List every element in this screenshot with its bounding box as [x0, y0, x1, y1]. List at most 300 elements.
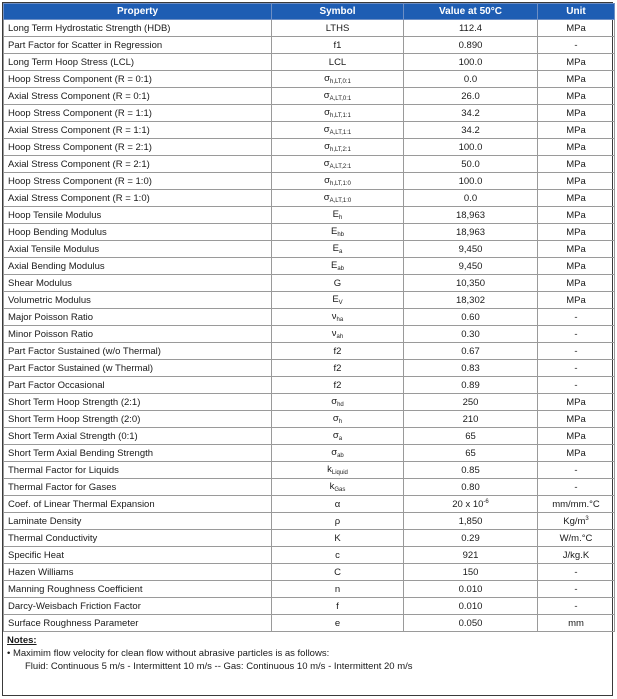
value-text: 100.0: [458, 141, 483, 153]
symbol-text: σ: [324, 175, 330, 186]
symbol-cell: [272, 20, 404, 37]
unit-cell: [538, 581, 615, 598]
property-cell: Axial Stress Component (R = 1:0): [4, 190, 272, 207]
symbol-cell: [272, 445, 404, 462]
unit-text: MPa: [566, 124, 586, 136]
value-cell: [404, 37, 538, 54]
symbol-text: E: [332, 294, 339, 305]
unit-text: MPa: [566, 90, 586, 102]
symbol-cell: [272, 581, 404, 598]
value-text: 26.0: [461, 90, 480, 102]
symbol-text: f: [336, 600, 339, 612]
value-cell: [404, 564, 538, 581]
value-cell: [404, 360, 538, 377]
property-cell: Part Factor Occasional: [4, 377, 272, 394]
unit-text: J/kg.K: [562, 549, 590, 561]
property-cell: Long Term Hoop Stress (LCL): [4, 54, 272, 71]
property-cell: Hoop Bending Modulus: [4, 224, 272, 241]
header-property: Property: [4, 4, 272, 20]
value-cell: [404, 530, 538, 547]
unit-cell: [538, 564, 615, 581]
table-row: [4, 360, 615, 377]
symbol-text: e: [334, 617, 341, 629]
table-row: [4, 190, 615, 207]
unit-cell: [538, 258, 615, 275]
unit-cell: [538, 411, 615, 428]
symbol-subscript: ha: [336, 317, 344, 323]
value-cell: [404, 598, 538, 615]
unit-cell: [538, 445, 615, 462]
table-row: [4, 309, 615, 326]
unit-cell: [538, 37, 615, 54]
unit-text: -: [574, 583, 578, 595]
unit-text: -: [574, 464, 578, 476]
value-superscript: -6: [483, 498, 489, 505]
unit-cell: [538, 241, 615, 258]
table-row: [4, 20, 615, 37]
symbol-text: f2: [333, 379, 342, 391]
symbol-text: ν: [331, 311, 337, 322]
symbol-text: σ: [331, 447, 338, 458]
unit-text: Kg/m: [563, 515, 586, 527]
table-row: [4, 564, 615, 581]
symbol-subscript: h,LT,2:1: [329, 147, 351, 153]
value-text: 50.0: [461, 158, 480, 170]
property-cell: Shear Modulus: [4, 275, 272, 292]
table-row: [4, 241, 615, 258]
property-cell: Short Term Hoop Strength (2:1): [4, 394, 272, 411]
header-unit: Unit: [538, 4, 615, 20]
value-cell: [404, 207, 538, 224]
symbol-text: σ: [324, 141, 330, 152]
table-row: [4, 547, 615, 564]
symbol-text: ν: [331, 328, 337, 339]
symbol-text: E: [330, 260, 338, 271]
symbol-subscript: h: [338, 419, 343, 425]
unit-text: MPa: [566, 73, 586, 85]
symbol-cell: [272, 496, 404, 513]
property-cell: Short Term Hoop Strength (2:0): [4, 411, 272, 428]
value-text: 0.050: [458, 617, 483, 629]
table-row: [4, 156, 615, 173]
table-row: [4, 343, 615, 360]
property-cell: Thermal Factor for Liquids: [4, 462, 272, 479]
property-cell: Hoop Stress Component (R = 0:1): [4, 71, 272, 88]
unit-cell: [538, 190, 615, 207]
symbol-subscript: Liquid: [331, 470, 348, 476]
property-cell: Hazen Williams: [4, 564, 272, 581]
unit-text: MPa: [566, 413, 586, 425]
property-cell: Part Factor Sustained (w Thermal): [4, 360, 272, 377]
symbol-text: σ: [324, 107, 330, 118]
value-cell: [404, 479, 538, 496]
value-cell: [404, 173, 538, 190]
unit-cell: [538, 547, 615, 564]
property-cell: Darcy-Weisbach Friction Factor: [4, 598, 272, 615]
property-cell: Surface Roughness Parameter: [4, 615, 272, 632]
value-cell: [404, 462, 538, 479]
value-text: 0.0: [463, 73, 478, 85]
unit-text: MPa: [566, 192, 586, 204]
unit-text: MPa: [566, 107, 586, 119]
value-cell: [404, 224, 538, 241]
symbol-text: K: [334, 532, 341, 544]
value-text: 112.4: [458, 22, 483, 34]
unit-cell: [538, 428, 615, 445]
symbol-text: σ: [323, 192, 330, 203]
unit-cell: [538, 88, 615, 105]
symbol-text: σ: [332, 413, 339, 424]
symbol-cell: [272, 513, 404, 530]
unit-text: -: [574, 345, 578, 357]
table-row: [4, 258, 615, 275]
unit-text: -: [574, 39, 578, 51]
value-text: 0.010: [458, 583, 483, 595]
symbol-cell: [272, 428, 404, 445]
symbol-cell: [272, 479, 404, 496]
value-text: 0.85: [461, 464, 480, 476]
symbol-subscript: h,LT,1:0: [329, 181, 351, 187]
table-row: [4, 326, 615, 343]
value-text: 0.67: [461, 345, 480, 357]
unit-cell: [538, 156, 615, 173]
property-cell: Minor Poisson Ratio: [4, 326, 272, 343]
unit-text: -: [574, 362, 578, 374]
property-cell: Hoop Stress Component (R = 1:0): [4, 173, 272, 190]
symbol-cell: [272, 156, 404, 173]
symbol-cell: [272, 207, 404, 224]
value-text: 0.0: [463, 192, 478, 204]
symbol-cell: [272, 122, 404, 139]
value-text: 0.29: [461, 532, 480, 544]
unit-cell: [538, 462, 615, 479]
value-text: 921: [462, 549, 479, 561]
table-row: [4, 207, 615, 224]
unit-text: MPa: [566, 22, 586, 34]
properties-table: [3, 3, 615, 632]
symbol-text: σ: [332, 430, 339, 441]
value-cell: [404, 547, 538, 564]
symbol-cell: [272, 547, 404, 564]
symbol-text: σ: [323, 124, 330, 135]
property-cell: Major Poisson Ratio: [4, 309, 272, 326]
unit-cell: [538, 598, 615, 615]
unit-cell: [538, 394, 615, 411]
symbol-cell: [272, 394, 404, 411]
table-row: [4, 445, 615, 462]
table-row: [4, 139, 615, 156]
unit-cell: [538, 173, 615, 190]
symbol-cell: [272, 530, 404, 547]
symbol-subscript: A,LT,1:0: [329, 198, 352, 204]
symbol-cell: [272, 292, 404, 309]
value-cell: [404, 20, 538, 37]
symbol-cell: [272, 309, 404, 326]
table-header-row: [4, 4, 615, 20]
unit-text: MPa: [566, 396, 586, 408]
value-text: 0.80: [461, 481, 480, 493]
value-cell: [404, 343, 538, 360]
table-row: [4, 615, 615, 632]
symbol-cell: [272, 139, 404, 156]
header-symbol: Symbol: [272, 4, 404, 20]
symbol-text: G: [333, 277, 342, 289]
symbol-text: E: [332, 209, 339, 220]
symbol-text: σ: [323, 158, 330, 169]
value-text: 9,450: [458, 260, 483, 272]
table-row: [4, 462, 615, 479]
property-cell: Manning Roughness Coefficient: [4, 581, 272, 598]
value-cell: [404, 513, 538, 530]
symbol-cell: [272, 71, 404, 88]
unit-cell: [538, 71, 615, 88]
value-text: 250: [462, 396, 479, 408]
symbol-text: α: [334, 498, 341, 510]
table-row: [4, 71, 615, 88]
table-row: [4, 530, 615, 547]
symbol-subscript: hd: [337, 402, 344, 408]
unit-text: -: [574, 311, 578, 323]
unit-text: MPa: [566, 158, 586, 170]
value-text: 0.83: [461, 362, 480, 374]
property-cell: Axial Stress Component (R = 0:1): [4, 88, 272, 105]
table-row: [4, 428, 615, 445]
symbol-subscript: Gas: [334, 487, 346, 493]
symbol-cell: [272, 258, 404, 275]
symbol-cell: [272, 564, 404, 581]
unit-text: -: [574, 481, 578, 493]
property-table-document: [2, 2, 613, 696]
value-cell: [404, 309, 538, 326]
table-row: [4, 54, 615, 71]
value-text: 100.0: [458, 175, 483, 187]
value-text: 0.60: [461, 311, 480, 323]
value-cell: [404, 394, 538, 411]
property-cell: Coef. of Linear Thermal Expansion: [4, 496, 272, 513]
value-cell: [404, 581, 538, 598]
symbol-cell: [272, 241, 404, 258]
symbol-text: f1: [333, 39, 342, 51]
notes-detail: Fluid: Continuous 5 m/s - Intermittent 10 m/s -- Gas: Continuous 10 m/s - Intermittent 20 m/s: [25, 661, 413, 672]
table-row: [4, 394, 615, 411]
unit-text: MPa: [566, 175, 586, 187]
value-cell: [404, 258, 538, 275]
table-row: [4, 479, 615, 496]
value-cell: [404, 54, 538, 71]
symbol-cell: [272, 224, 404, 241]
value-text: 10,350: [455, 277, 486, 289]
unit-cell: [538, 615, 615, 632]
value-cell: [404, 156, 538, 173]
unit-text: MPa: [566, 56, 586, 68]
property-cell: Axial Stress Component (R = 2:1): [4, 156, 272, 173]
symbol-text: LTHS: [325, 22, 350, 34]
symbol-text: E: [330, 226, 338, 237]
symbol-text: k: [329, 481, 335, 492]
unit-cell: [538, 207, 615, 224]
unit-cell: [538, 224, 615, 241]
symbol-subscript: h,LT,1:1: [329, 113, 351, 119]
unit-text: MPa: [566, 294, 586, 306]
unit-cell: [538, 292, 615, 309]
symbol-cell: [272, 462, 404, 479]
unit-text: -: [574, 600, 578, 612]
property-cell: Long Term Hydrostatic Strength (HDB): [4, 20, 272, 37]
symbol-text: f2: [333, 345, 342, 357]
value-cell: [404, 411, 538, 428]
value-cell: [404, 139, 538, 156]
table-row: [4, 581, 615, 598]
property-cell: Hoop Stress Component (R = 1:1): [4, 105, 272, 122]
symbol-subscript: h,LT,0:1: [329, 79, 351, 85]
table-row: [4, 292, 615, 309]
unit-cell: [538, 496, 615, 513]
unit-text: MPa: [566, 141, 586, 153]
value-text: 18,963: [455, 226, 486, 238]
property-cell: Thermal Factor for Gases: [4, 479, 272, 496]
property-cell: Axial Bending Modulus: [4, 258, 272, 275]
value-text: 210: [462, 413, 479, 425]
value-text: 0.30: [461, 328, 480, 340]
unit-cell: [538, 530, 615, 547]
symbol-subscript: ab: [337, 453, 344, 459]
value-text: 0.010: [458, 600, 483, 612]
value-text: 150: [462, 566, 479, 578]
notes-bullet: • Maximim flow velocity for clean flow without abrasive particles is as follows:: [7, 648, 330, 659]
unit-text: MPa: [566, 209, 586, 221]
symbol-cell: [272, 326, 404, 343]
unit-cell: [538, 513, 615, 530]
unit-cell: [538, 54, 615, 71]
table-row: [4, 513, 615, 530]
table-row: [4, 224, 615, 241]
value-text: 65: [465, 447, 476, 459]
symbol-subscript: V: [338, 300, 343, 306]
value-text: 0.890: [458, 39, 483, 51]
unit-text: MPa: [566, 260, 586, 272]
symbol-subscript: a: [339, 249, 343, 255]
symbol-cell: [272, 343, 404, 360]
symbol-subscript: ah: [336, 334, 344, 340]
value-cell: [404, 241, 538, 258]
unit-cell: [538, 377, 615, 394]
value-cell: [404, 292, 538, 309]
unit-text: W/m.°C: [559, 532, 593, 544]
symbol-text: k: [327, 464, 332, 475]
table-row: [4, 496, 615, 513]
symbol-cell: [272, 598, 404, 615]
unit-cell: [538, 20, 615, 37]
symbol-subscript: A,LT,0:1: [329, 96, 352, 102]
unit-text: MPa: [566, 447, 586, 459]
unit-text: MPa: [566, 277, 586, 289]
property-cell: Part Factor Sustained (w/o Thermal): [4, 343, 272, 360]
table-row: [4, 37, 615, 54]
property-cell: Thermal Conductivity: [4, 530, 272, 547]
symbol-subscript: A,LT,2:1: [329, 164, 352, 170]
symbol-cell: [272, 615, 404, 632]
symbol-text: σ: [331, 396, 338, 407]
table-body: [4, 20, 615, 632]
value-cell: [404, 496, 538, 513]
symbol-subscript: a: [338, 436, 343, 442]
value-text: 18,302: [455, 294, 486, 306]
symbol-text: σ: [324, 73, 330, 84]
symbol-text: n: [334, 583, 341, 595]
value-cell: [404, 190, 538, 207]
symbol-cell: [272, 105, 404, 122]
unit-text: mm/mm.°C: [552, 498, 600, 510]
property-cell: Hoop Stress Component (R = 2:1): [4, 139, 272, 156]
symbol-cell: [272, 190, 404, 207]
value-cell: [404, 105, 538, 122]
unit-text: MPa: [566, 226, 586, 238]
symbol-subscript: A,LT,1:1: [329, 130, 352, 136]
value-cell: [404, 122, 538, 139]
unit-cell: [538, 360, 615, 377]
value-text: 1,850: [458, 515, 483, 527]
symbol-text: c: [335, 549, 340, 561]
value-cell: [404, 377, 538, 394]
property-cell: Specific Heat: [4, 547, 272, 564]
table-row: [4, 173, 615, 190]
property-cell: Short Term Axial Bending Strength: [4, 445, 272, 462]
value-cell: [404, 445, 538, 462]
value-cell: [404, 326, 538, 343]
table-row: [4, 598, 615, 615]
notes-title: Notes:: [7, 635, 37, 646]
symbol-cell: [272, 360, 404, 377]
symbol-cell: [272, 275, 404, 292]
symbol-subscript: h: [339, 215, 343, 221]
property-cell: Volumetric Modulus: [4, 292, 272, 309]
symbol-cell: [272, 173, 404, 190]
value-text: 18,963: [455, 209, 486, 221]
symbol-text: f2: [333, 362, 342, 374]
property-cell: Short Term Axial Strength (0:1): [4, 428, 272, 445]
symbol-text: C: [334, 566, 341, 578]
property-cell: Hoop Tensile Modulus: [4, 207, 272, 224]
property-cell: Laminate Density: [4, 513, 272, 530]
value-cell: [404, 275, 538, 292]
unit-text: mm: [568, 617, 584, 629]
unit-cell: [538, 122, 615, 139]
unit-text: MPa: [566, 430, 586, 442]
symbol-cell: [272, 88, 404, 105]
table-row: [4, 377, 615, 394]
value-text: 100.0: [458, 56, 483, 68]
value-text: 34.2: [461, 124, 480, 136]
symbol-text: E: [332, 243, 339, 254]
value-text: 34.2: [461, 107, 480, 119]
unit-cell: [538, 139, 615, 156]
unit-cell: [538, 343, 615, 360]
notes-section: [3, 632, 612, 675]
table-row: [4, 105, 615, 122]
symbol-text: ρ: [334, 515, 341, 527]
symbol-cell: [272, 54, 404, 71]
table-row: [4, 88, 615, 105]
unit-text: MPa: [566, 243, 586, 255]
value-text: 65: [465, 430, 476, 442]
property-cell: Axial Tensile Modulus: [4, 241, 272, 258]
symbol-cell: [272, 37, 404, 54]
property-cell: Axial Stress Component (R = 1:1): [4, 122, 272, 139]
value-text: 9,450: [458, 243, 483, 255]
table-row: [4, 122, 615, 139]
unit-cell: [538, 326, 615, 343]
unit-cell: [538, 105, 615, 122]
